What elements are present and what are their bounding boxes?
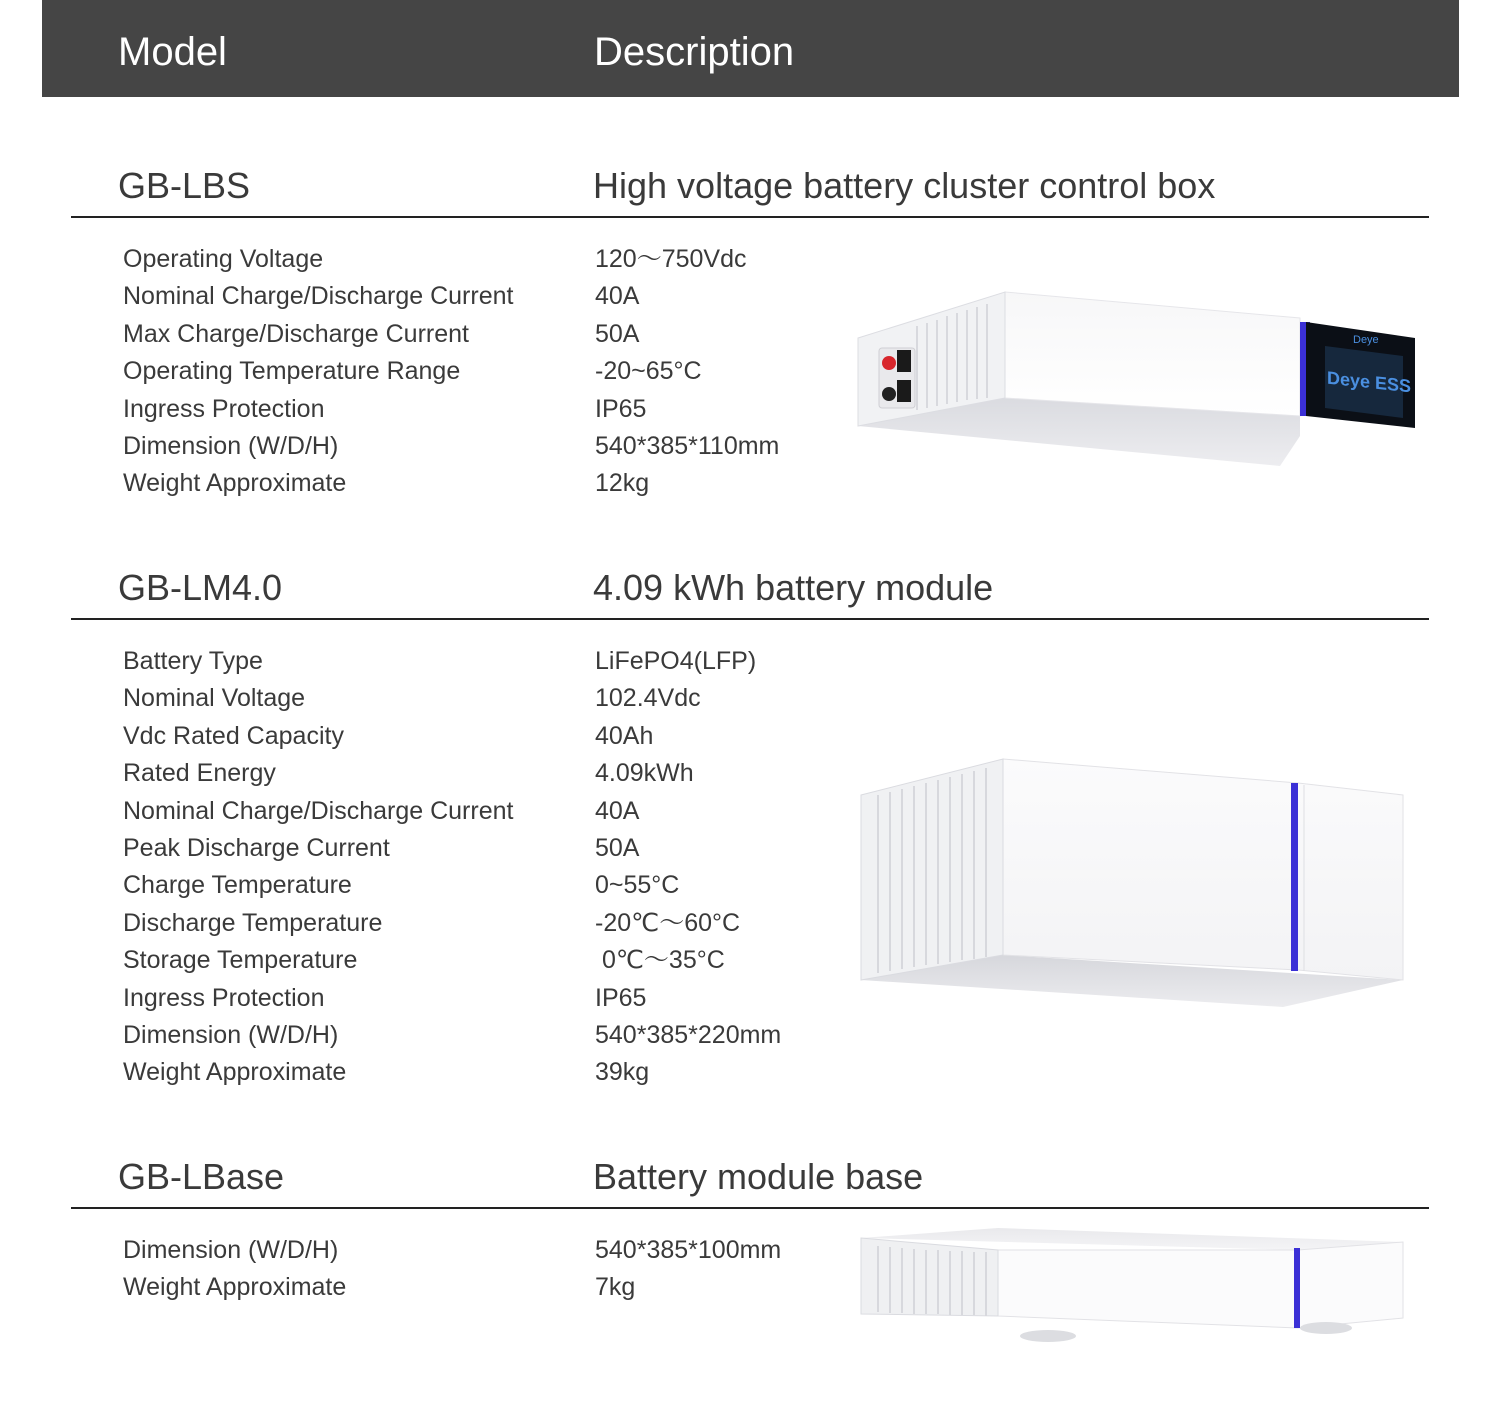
spec-row — [0, 1020, 850, 1057]
spec-row — [0, 796, 850, 833]
spec-value: LiFePO4(LFP) — [595, 647, 757, 675]
spec-value: 40A — [595, 796, 640, 825]
spec-value: 40A — [595, 282, 640, 311]
spec-label: Ingress Protection — [123, 983, 325, 1012]
spec-row — [0, 356, 850, 393]
spec-row — [0, 683, 850, 720]
spec-label: Dimension (W/D/H) — [123, 1236, 339, 1264]
header-description-label: Description — [594, 30, 795, 74]
model-name: GB-LBS — [118, 165, 251, 206]
spec-row — [0, 431, 850, 468]
header-model-label: Model — [118, 30, 227, 74]
spec-row — [0, 1235, 850, 1272]
spec-list — [0, 646, 850, 1095]
spec-label: Discharge Temperature — [123, 908, 383, 937]
spec-label: Operating Voltage — [123, 245, 324, 273]
spec-value: 12kg — [595, 469, 650, 498]
spec-value: IP65 — [595, 394, 647, 423]
model-name: GB-LM4.0 — [118, 567, 283, 608]
spec-value: -20℃～60°C — [595, 908, 741, 937]
control-box-image — [855, 288, 1420, 470]
spec-list — [0, 1235, 850, 1310]
spec-value: 540*385*110mm — [595, 431, 780, 460]
spec-value: 120～750Vdc — [595, 245, 747, 273]
spec-list — [0, 244, 850, 506]
model-name: GB-LBase — [118, 1156, 285, 1197]
model-description: 4.09 kWh battery module — [593, 567, 994, 608]
spec-value: 102.4Vdc — [595, 684, 701, 713]
spec-row — [0, 908, 850, 945]
screen-logo-text: Deye ESS — [1327, 367, 1411, 397]
spec-row — [0, 983, 850, 1020]
spec-row — [0, 758, 850, 795]
brand-small-text: Deye — [1353, 334, 1379, 346]
spec-label: Weight Approximate — [123, 469, 347, 498]
spec-label: Nominal Voltage — [123, 684, 306, 713]
table-header — [42, 0, 1459, 97]
section-divider — [71, 1207, 1429, 1209]
spec-value: 50A — [595, 833, 640, 862]
spec-row — [0, 833, 850, 870]
section-divider — [71, 618, 1429, 620]
spec-row — [0, 646, 850, 683]
section-divider — [71, 216, 1429, 218]
spec-row — [0, 244, 850, 281]
spec-label: Vdc Rated Capacity — [123, 721, 344, 750]
model-description: High voltage battery cluster control box — [593, 165, 1216, 206]
spec-label: Battery Type — [123, 647, 263, 675]
spec-label: Rated Energy — [123, 759, 276, 788]
spec-value: 50A — [595, 319, 640, 348]
spec-row — [0, 945, 850, 982]
spec-value: -20~65°C — [595, 357, 702, 386]
spec-row — [0, 281, 850, 318]
battery-base-image — [858, 1224, 1408, 1348]
spec-label: Weight Approximate — [123, 1058, 347, 1087]
spec-row — [0, 721, 850, 758]
spec-row — [0, 394, 850, 431]
spec-label: Peak Discharge Current — [123, 833, 390, 862]
model-description: Battery module base — [593, 1156, 924, 1197]
spec-row — [0, 1272, 850, 1309]
spec-value: 4.09kWh — [595, 759, 694, 788]
spec-label: Charge Temperature — [123, 871, 352, 900]
spec-label: Weight Approximate — [123, 1273, 347, 1302]
spec-value: 39kg — [595, 1058, 650, 1087]
spec-label: Operating Temperature Range — [123, 357, 461, 386]
spec-value: IP65 — [595, 983, 647, 1012]
spec-label: Storage Temperature — [123, 946, 358, 975]
spec-label: Nominal Charge/Discharge Current — [123, 282, 514, 311]
spec-label: Max Charge/Discharge Current — [123, 319, 469, 348]
spec-value: 7kg — [595, 1273, 636, 1302]
spec-label: Dimension (W/D/H) — [123, 1020, 339, 1049]
spec-label: Ingress Protection — [123, 394, 325, 423]
spec-value: 540*385*100mm — [595, 1236, 782, 1264]
battery-module-image — [858, 755, 1408, 1011]
spec-row — [0, 468, 850, 505]
spec-label: Nominal Charge/Discharge Current — [123, 796, 514, 825]
spec-row — [0, 1057, 850, 1094]
spec-value: 0℃～35°C — [595, 946, 725, 975]
spec-label: Dimension (W/D/H) — [123, 431, 339, 460]
spec-row — [0, 870, 850, 907]
spec-value: 0~55°C — [595, 871, 680, 900]
spec-value: 540*385*220mm — [595, 1020, 782, 1049]
spec-row — [0, 319, 850, 356]
spec-value: 40Ah — [595, 721, 654, 750]
